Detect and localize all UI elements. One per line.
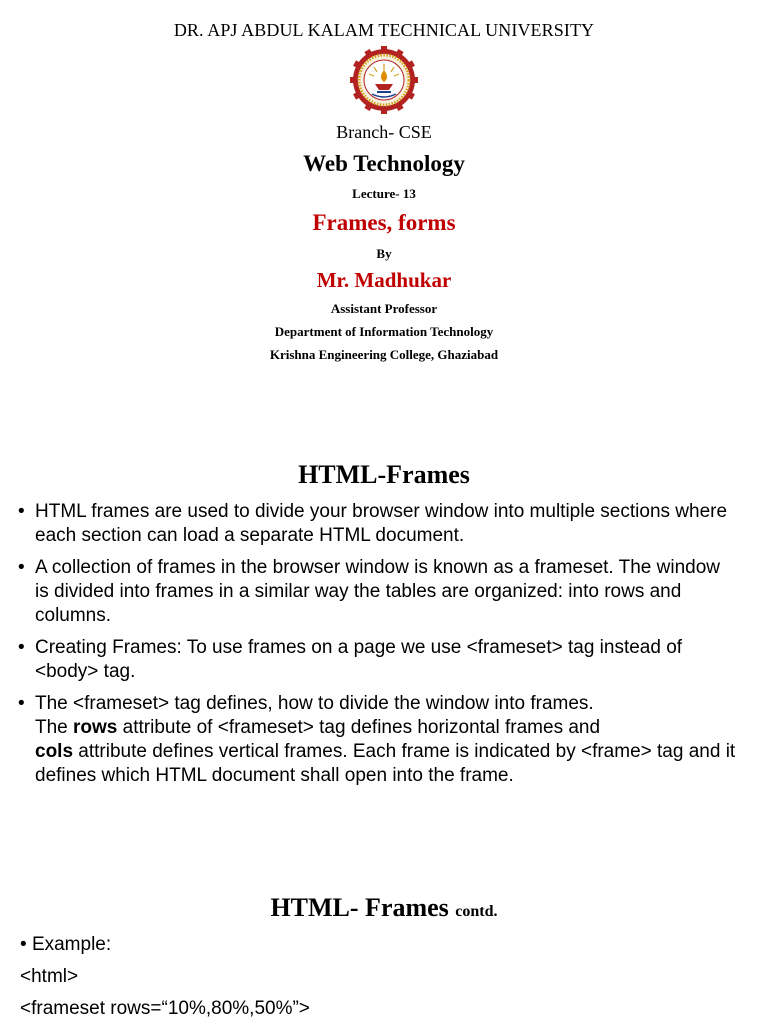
slide3-example-item xyxy=(20,934,111,956)
code-line-html: <html> xyxy=(20,966,79,987)
bullet-text: HTML frames are used to divide your browser window into multiple sections where each section can load a separate HTML document. xyxy=(35,501,728,546)
slide2-bullet-list xyxy=(18,500,738,796)
bullet-text: attribute of <frameset> tag defines horizontal frames and xyxy=(117,717,601,738)
course-title: Web Technology xyxy=(303,151,465,176)
university-name: DR. APJ ABDUL KALAM TECHNICAL UNIVERSITY xyxy=(173,20,595,40)
example-label: Example: xyxy=(31,934,112,955)
cols-keyword: cols xyxy=(35,741,74,762)
branch-label: Branch- CSE xyxy=(336,122,432,142)
lecture-number: Lecture- 13 xyxy=(352,186,416,201)
bullet-text: A collection of frames in the browser window is known as a frameset. The window is divided into frames in a similar way the tables are organized: into rows and columns. xyxy=(35,557,721,626)
bullet-text: The xyxy=(35,717,74,738)
lecture-topic: Frames, forms xyxy=(312,210,456,235)
list-item xyxy=(18,500,738,548)
rows-keyword: rows xyxy=(73,717,118,738)
bullet-text: The <frameset> tag defines, how to divide the window into frames. xyxy=(35,693,594,714)
slide2-heading: HTML-Frames xyxy=(298,460,470,489)
by-label: By xyxy=(376,246,392,261)
slide3-heading-main: HTML- Frames xyxy=(270,893,449,922)
list-item xyxy=(18,692,738,788)
title-slide xyxy=(0,0,768,420)
university-logo-icon xyxy=(350,46,418,114)
bullet-icon: • xyxy=(18,637,25,658)
code-line-frameset: <frameset rows=“10%,80%,50%”> xyxy=(20,998,310,1019)
bullet-icon: • xyxy=(18,557,25,578)
bullet-text: Creating Frames: To use frames on a page we use <frameset> tag instead of <body> tag. xyxy=(35,637,683,682)
bullet-icon: • xyxy=(20,934,27,955)
bullet-icon: • xyxy=(18,501,25,522)
slide3-heading-contd: contd. xyxy=(455,903,498,920)
author-name: Mr. Madhukar xyxy=(316,268,452,292)
list-item xyxy=(18,636,738,684)
bullet-icon: • xyxy=(18,693,25,714)
bullet-text: attribute defines vertical frames. Each frame is indicated by <frame> tag and it defines which HTML document shall open into the frame. xyxy=(35,741,736,786)
list-item xyxy=(18,556,738,628)
author-designation: Assistant Professor xyxy=(330,301,438,316)
author-college: Krishna Engineering College, Ghaziabad xyxy=(269,347,499,362)
slide3-heading xyxy=(0,893,768,923)
author-department: Department of Information Technology xyxy=(274,324,494,339)
